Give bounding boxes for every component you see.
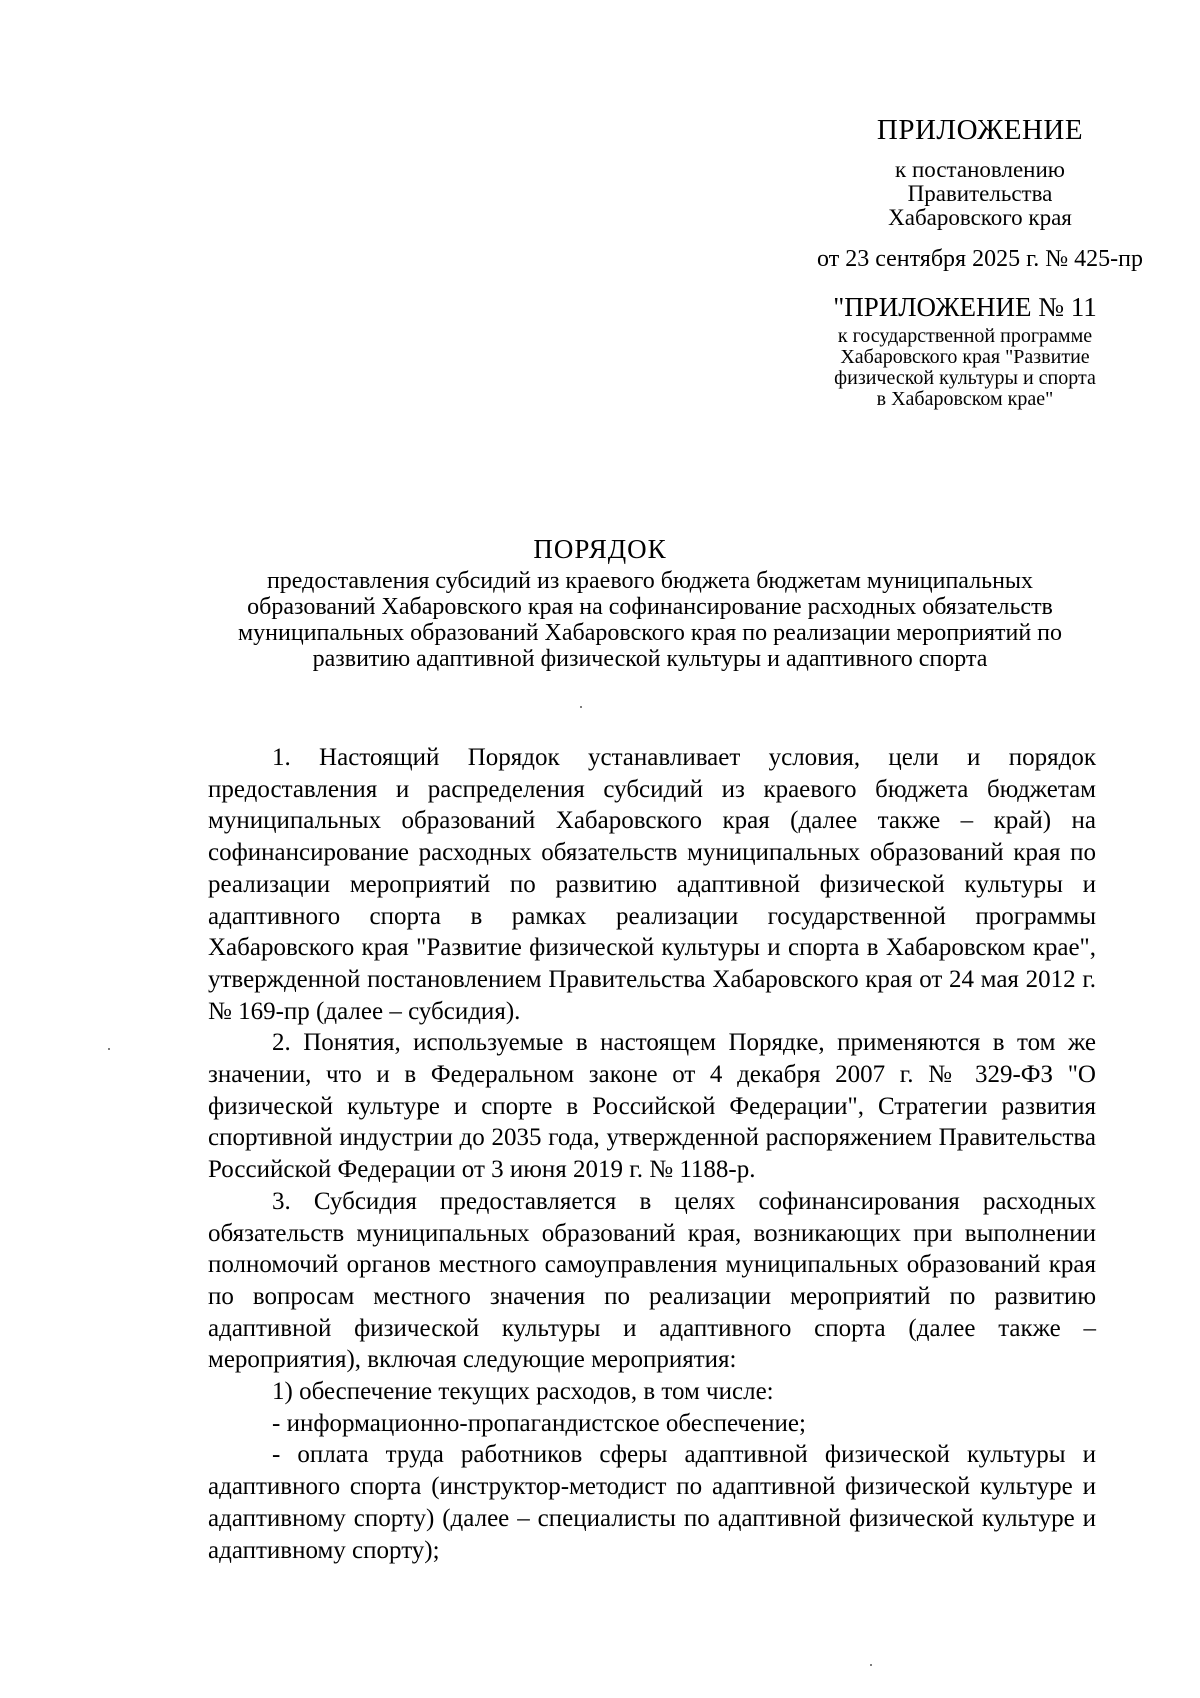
- appendix-date-line: от 23 сентября 2025 г. № 425-пр: [817, 246, 1143, 272]
- list-item-1: 1) обеспечение текущих расходов, в том числе:: [272, 1378, 774, 1406]
- paragraph-3: 3. Субсидия предоставляется в целях софинансирования расходных обязательств муниципальных образований края, возникающих при выполнении полномочий органов местного самоуправления муниципальных образований края по вопросам местного значения по реализации мероприятий по развитию адаптивной физической культуры и адаптивного спорта (далее также – мероприятия), включая следующие мероприятия:: [208, 1187, 1096, 1374]
- list-subitem-info: - информационно-пропагандистское обеспечение;: [272, 1409, 806, 1437]
- appendix-ref-line: Хабаровского края: [888, 205, 1072, 230]
- appendix-ref-line: Правительства: [907, 181, 1053, 206]
- scan-speck: [580, 706, 582, 708]
- appendix-11-header: [770, 290, 1160, 410]
- appendix-header: [730, 112, 1200, 274]
- scan-speck: [870, 1664, 872, 1666]
- paragraph-2: 2. Понятия, используемые в настоящем Порядке, применяются в том же значении, что и в Федеральном законе от 4 декабря 2007 г. № 329-ФЗ "О физической культуре и спорте в Российской Федерации", Стратегии развития спортивной индустрии до 2035 года, утвержденной распоряжением Правительства Российской Федерации от 3 июня 2019 г. № 1188-р.: [208, 1029, 1096, 1184]
- appendix-11-ref-line: к государственной программе: [837, 325, 1093, 347]
- paragraph-1: 1. Настоящий Порядок устанавливает условия, цели и порядок предоставления и распределения субсидий из краевого бюджета бюджетам муниципальных образований Хабаровского края (далее также – край) на софинансирование расходных обязательств муниципальных образований края по реализации мероприятий по развитию адаптивной физической культуры и адаптивного спорта в рамках реализации государственной программы Хабаровского края "Развитие физической культуры и спорта в Хабаровском крае", утвержденной постановлением Правительства Хабаровского края от 24 мая 2012 г. № 169-пр (далее – субсидия).: [208, 744, 1096, 1025]
- appendix-11-ref-line: физической культуры и спорта: [834, 367, 1096, 389]
- appendix-title: ПРИЛОЖЕНИЕ: [876, 114, 1084, 146]
- appendix-11-ref-line: Хабаровского края "Развитие: [840, 346, 1090, 368]
- document-body: [208, 742, 1096, 1566]
- list-subitem-salary: - оплата труда работников сферы адаптивной физической культуры и адаптивного спорта (инструктор-методист по адаптивной физической культуре и адаптивному спорту) (далее – специалисты по адаптивной физической культуре и адаптивному спорту);: [208, 1441, 1096, 1564]
- appendix-11-ref-line: в Хабаровском крае": [876, 388, 1054, 410]
- document-title: ПОРЯДОК: [533, 534, 667, 564]
- scan-speck: [108, 1048, 110, 1050]
- appendix-11-title: "ПРИЛОЖЕНИЕ № 11: [833, 292, 1097, 322]
- appendix-ref-line: к постановлению: [895, 157, 1065, 182]
- document-subtitle: предоставления субсидий из краевого бюджета бюджетам муниципальных образований Хабаровского края на софинансирование расходных обязательств муниципальных образований Хабаровского края по реализации мероприятий по развитию адаптивной физической культуры и адаптивного спорта: [237, 568, 1062, 672]
